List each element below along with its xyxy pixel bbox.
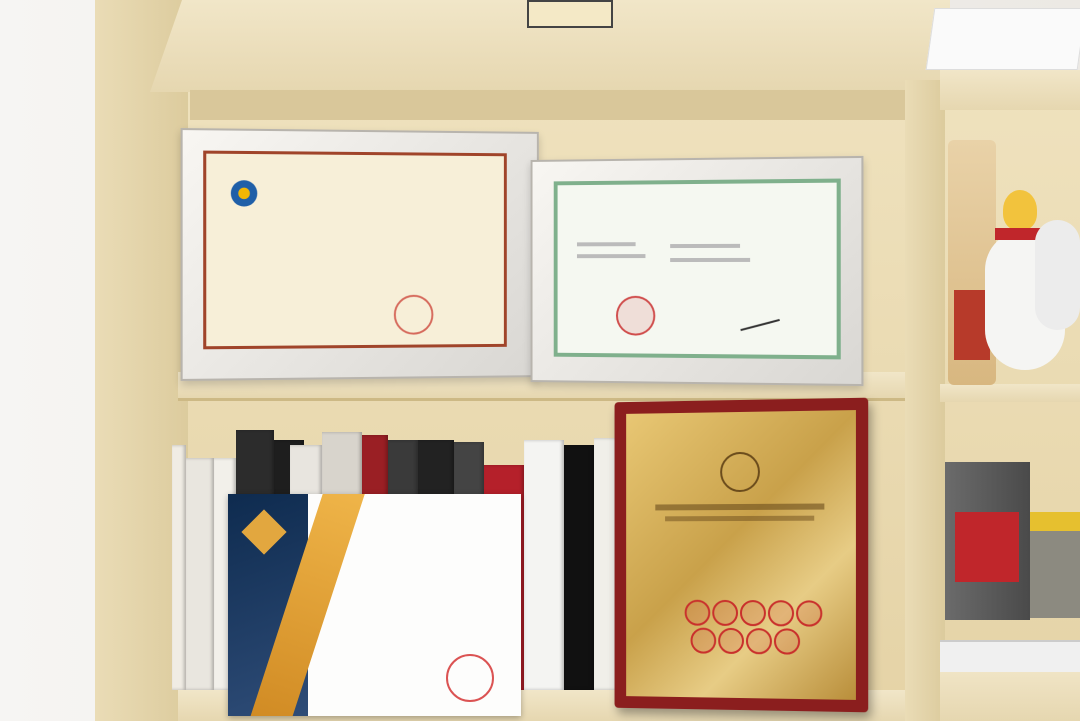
text-line (577, 254, 645, 258)
plaque-heading-line (665, 516, 814, 522)
emblem-icon (231, 180, 257, 206)
paper-on-shelf (940, 640, 1080, 672)
recognition-award-certificate (228, 494, 521, 716)
plaque-seal (691, 628, 717, 654)
plaque-seal (796, 600, 822, 626)
plaque-seal (685, 600, 711, 626)
plaque-seal (740, 600, 766, 626)
paper-stack (926, 8, 1080, 70)
plaque-seal (768, 600, 794, 626)
shelf-shadow-top (190, 90, 920, 120)
plaque-emblem-icon (720, 452, 760, 492)
plush-second (1035, 220, 1080, 330)
certificate-frame-honor (181, 128, 539, 381)
book (172, 445, 186, 690)
plush-hat (1003, 190, 1037, 230)
gold-plaque (615, 398, 869, 713)
book-linux (524, 440, 564, 690)
plaque-seal (718, 628, 744, 654)
signature (735, 297, 780, 331)
certificate-innovation (554, 179, 841, 360)
bookshelf-right-divider (905, 80, 945, 721)
text-line (670, 244, 740, 248)
plaque-seal (712, 600, 738, 626)
right-shelf-top (940, 70, 1080, 110)
text-line (670, 258, 750, 262)
red-seal-stamp (446, 654, 494, 702)
book (564, 445, 594, 690)
small-frame-top (527, 0, 613, 28)
right-shelf-middle (940, 384, 1080, 402)
text-line (577, 242, 636, 246)
tin-label (955, 512, 1019, 582)
certificate-frame-innovation (531, 156, 864, 386)
right-shelf-bottom (940, 665, 1080, 721)
book-fanruqin (186, 458, 214, 690)
tin-box (945, 462, 1030, 620)
red-seal-stamp (616, 296, 655, 336)
red-seal-stamp (394, 295, 434, 335)
jar (1030, 512, 1080, 618)
plush-toy (985, 190, 1080, 380)
plaque-seal (746, 628, 772, 654)
certificate-honor (203, 151, 507, 350)
plaque-seal (774, 628, 800, 654)
plaque-heading-line (655, 503, 824, 510)
plaque-gold-panel (626, 410, 856, 700)
